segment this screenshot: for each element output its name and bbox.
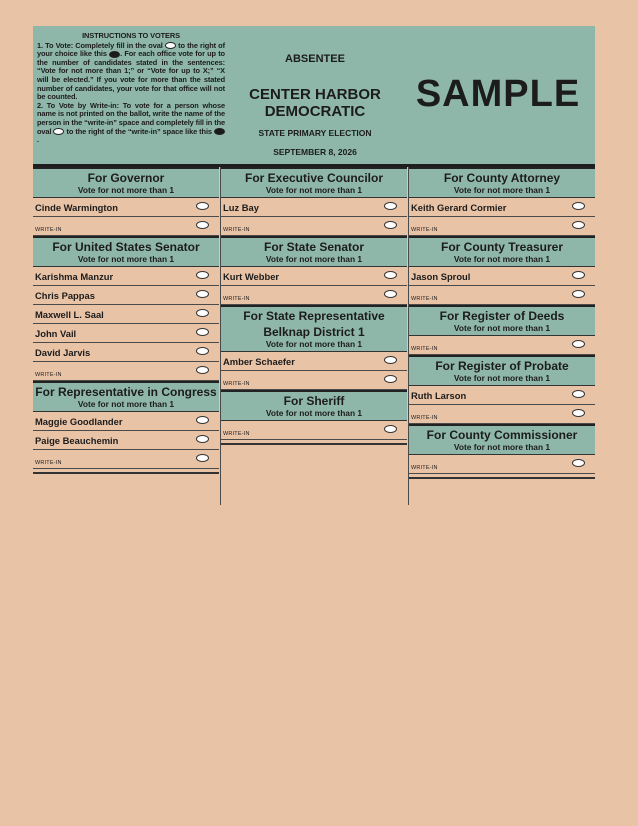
write-in-label: WRITE-IN [411,227,438,233]
office-header [221,167,407,198]
sample-watermark: SAMPLE [415,73,581,115]
vote-oval[interactable] [572,271,585,279]
candidate-name: Kurt Webber [223,271,280,282]
vote-instruction: Vote for not more than 1 [453,373,551,383]
write-in-row[interactable] [33,217,219,236]
write-in-row[interactable] [409,455,595,474]
office-name: For State Senator [263,240,365,254]
office-name: For County Commissioner [426,428,578,442]
instruction-1 [37,42,225,102]
vote-instruction: Vote for not more than 1 [265,408,363,418]
write-in-label: WRITE-IN [35,372,62,378]
instruction-2-part-c: . [37,135,39,145]
write-in-label: WRITE-IN [35,460,62,466]
candidate-name: Karishma Manzur [35,271,114,282]
office-header [409,355,595,386]
instruction-2-part-b: to the right of the “write-in” space like this [66,126,212,136]
write-in-label: WRITE-IN [223,296,250,302]
vote-instruction: Vote for not more than 1 [453,254,551,264]
town-name: CENTER HARBOR [249,86,381,103]
office-name: For Representative in Congress [35,385,217,399]
candidate-row[interactable] [409,267,595,286]
vote-instruction: Vote for not more than 1 [453,323,551,333]
write-in-row[interactable] [33,450,219,469]
candidate-name: David Jarvis [35,347,91,358]
write-in-row[interactable] [33,362,219,381]
candidate-row[interactable] [221,352,407,371]
vote-instruction: Vote for not more than 1 [77,185,175,195]
instruction-2 [37,102,225,145]
candidate-name: Maggie Goodlander [35,416,123,427]
absentee-label: ABSENTEE [285,53,345,65]
vote-oval[interactable] [572,290,585,298]
column-end-rule [409,474,595,479]
empty-oval-icon [165,42,176,49]
office-name: For Governor [87,171,165,185]
empty-oval-icon [53,128,64,135]
ballot-column-3 [409,167,595,479]
office-header [221,236,407,267]
column-end-rule [33,469,219,474]
write-in-label: WRITE-IN [223,381,250,387]
candidate-row[interactable] [221,198,407,217]
vote-oval[interactable] [384,375,397,383]
instruction-2-part-a: 2. To Vote by Write-in: To vote for a person whose name is not printed on the ballot, write the name of the person in the “write-in” space and completely fill in the oval [37,100,225,136]
candidate-row[interactable] [33,198,219,217]
candidate-name: Paige Beauchemin [35,435,119,446]
vote-instruction: Vote for not more than 1 [77,399,175,409]
write-in-label: WRITE-IN [411,415,438,421]
vote-instruction: Vote for not more than 1 [453,185,551,195]
election-type: STATE PRIMARY ELECTION [258,128,372,138]
write-in-label: WRITE-IN [223,431,250,437]
instruction-1-part-c: . For each office vote for up to the number of candidates stated in the sentences: “Vote for not more than 1;” or “Vote for up to X;” “X will be elected.” If you vote for more than the stated number of candidates, your vote for that office will not be counted. [37,49,225,102]
vote-oval[interactable] [384,425,397,433]
office-header [409,305,595,336]
write-in-row[interactable] [409,286,595,305]
vote-oval[interactable] [196,221,209,229]
write-in-label: WRITE-IN [411,465,438,471]
office-name: For Sheriff [283,394,345,408]
election-date: SEPTEMBER 8, 2026 [273,147,357,157]
office-name: For Register of Deeds [439,309,565,323]
candidate-name: Amber Schaefer [223,356,295,367]
write-in-row[interactable] [409,217,595,236]
vote-oval[interactable] [196,416,209,424]
candidate-row[interactable] [33,431,219,450]
office-name: For County Attorney [443,171,561,185]
vote-oval[interactable] [572,340,585,348]
ballot-header [33,26,595,167]
office-header [409,236,595,267]
vote-oval[interactable] [572,221,585,229]
candidate-name: Ruth Larson [411,390,467,401]
vote-oval[interactable] [196,290,209,298]
vote-oval[interactable] [572,202,585,210]
ballot-column-1 [33,167,219,474]
write-in-label: WRITE-IN [223,227,250,233]
write-in-row[interactable] [409,336,595,355]
office-header [221,390,407,421]
vote-oval[interactable] [384,271,397,279]
vote-oval[interactable] [196,347,209,355]
vote-oval[interactable] [196,328,209,336]
office-header [33,381,219,412]
office-name: For State Representative [243,309,385,323]
write-in-row[interactable] [221,421,407,440]
office-name: For Register of Probate [435,359,569,373]
candidate-row[interactable] [33,412,219,431]
vote-instruction: Vote for not more than 1 [265,254,363,264]
write-in-row[interactable] [221,217,407,236]
candidate-row[interactable] [33,324,219,343]
candidate-row[interactable] [409,198,595,217]
vote-oval[interactable] [196,454,209,462]
write-in-label: WRITE-IN [35,227,62,233]
voter-instructions [37,32,225,145]
candidate-row[interactable] [33,267,219,286]
candidate-name: John Vail [35,328,77,339]
column-end-rule [221,440,407,445]
office-header [221,305,407,352]
vote-instruction: Vote for not more than 1 [77,254,175,264]
office-name: For County Treasurer [440,240,564,254]
vote-oval[interactable] [196,202,209,210]
party-name: DEMOCRATIC [264,103,366,120]
vote-oval[interactable] [384,202,397,210]
vote-instruction: Vote for not more than 1 [265,185,363,195]
candidate-name: Keith Gerard Cormier [411,202,507,213]
candidate-row[interactable] [221,267,407,286]
candidate-name: Cinde Warmington [35,202,118,213]
office-header [409,167,595,198]
vote-oval[interactable] [196,366,209,374]
ballot-column-2 [221,167,407,445]
vote-oval[interactable] [196,309,209,317]
office-district: Belknap District 1 [263,325,365,339]
candidate-name: Maxwell L. Saal [35,309,104,320]
candidate-name: Chris Pappas [35,290,95,301]
vote-oval[interactable] [384,290,397,298]
office-header [409,424,595,455]
town-party-title [231,86,399,120]
office-name: For United States Senator [52,240,200,254]
vote-instruction: Vote for not more than 1 [265,339,363,349]
instructions-title: INSTRUCTIONS TO VOTERS [82,31,180,40]
write-in-row[interactable] [221,371,407,390]
write-in-label: WRITE-IN [411,346,438,352]
vote-oval[interactable] [572,390,585,398]
filled-oval-icon [109,51,120,58]
candidate-name: Jason Sproul [411,271,471,282]
write-in-label: WRITE-IN [411,296,438,302]
office-name: For Executive Councilor [244,171,384,185]
candidate-row[interactable] [33,286,219,305]
filled-oval-icon [214,128,225,135]
candidate-row[interactable] [33,305,219,324]
candidate-row[interactable] [409,386,595,405]
office-header [33,236,219,267]
vote-oval[interactable] [384,356,397,364]
vote-oval[interactable] [196,435,209,443]
write-in-row[interactable] [409,405,595,424]
vote-oval[interactable] [384,221,397,229]
office-header [33,167,219,198]
vote-oval[interactable] [196,271,209,279]
vote-oval[interactable] [572,459,585,467]
vote-instruction: Vote for not more than 1 [453,442,551,452]
instruction-1-part-a: 1. To Vote: Completely fill in the oval [37,40,163,50]
candidate-row[interactable] [33,343,219,362]
vote-oval[interactable] [572,409,585,417]
candidate-name: Luz Bay [223,202,259,213]
write-in-row[interactable] [221,286,407,305]
instruction-1-part-b: to the right of your choice like this [37,40,225,59]
